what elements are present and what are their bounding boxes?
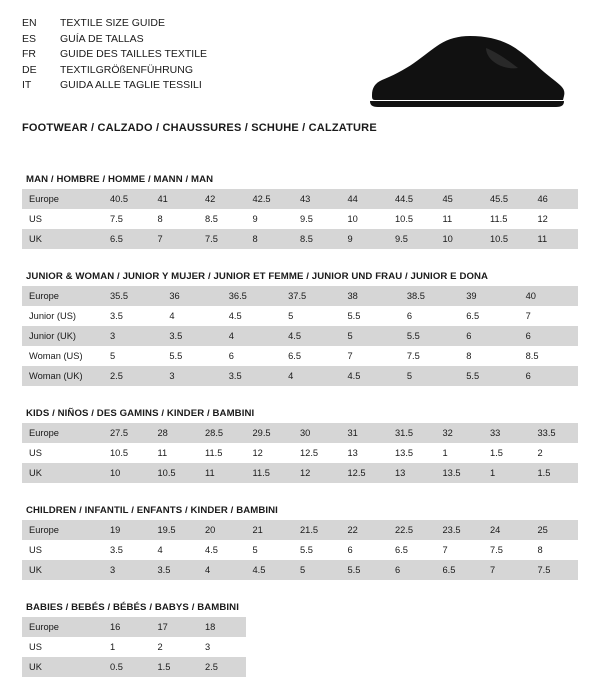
size-cell-empty xyxy=(293,617,341,637)
size-cell: 10.5 xyxy=(388,209,436,229)
size-cell: 13 xyxy=(341,443,389,463)
size-cell: 19 xyxy=(103,520,151,540)
size-cell: 11 xyxy=(531,229,579,249)
size-cell: 5 xyxy=(103,346,162,366)
size-cell: 6 xyxy=(459,326,518,346)
size-cell: 44 xyxy=(341,189,389,209)
table-row xyxy=(22,540,578,560)
size-cell: 6 xyxy=(222,346,281,366)
table-row xyxy=(22,209,578,229)
size-table xyxy=(22,286,578,386)
size-cell: 5.5 xyxy=(162,346,221,366)
size-cell: 37.5 xyxy=(281,286,340,306)
size-cell: 3 xyxy=(103,326,162,346)
group-heading: CHILDREN / INFANTIL / ENFANTS / KINDER / BAMBINI xyxy=(26,505,278,516)
size-cell-empty xyxy=(341,617,389,637)
size-cell: 21 xyxy=(246,520,294,540)
size-cell: 40 xyxy=(519,286,578,306)
row-label: US xyxy=(22,209,103,229)
row-label: UK xyxy=(22,560,103,580)
size-cell: 2.5 xyxy=(198,657,246,677)
size-cell: 31 xyxy=(341,423,389,443)
size-cell: 11 xyxy=(198,463,246,483)
group-heading: JUNIOR & WOMAN / JUNIOR Y MUJER / JUNIOR ET FEMME / JUNIOR UND FRAU / JUNIOR E DONA xyxy=(26,271,489,282)
language-title: TEXTILGRÖßENFÜHRUNG xyxy=(60,63,194,76)
row-label: Europe xyxy=(22,520,103,540)
language-row xyxy=(22,63,207,79)
size-cell: 45 xyxy=(436,189,484,209)
size-cell: 22 xyxy=(341,520,389,540)
size-cell: 3.5 xyxy=(222,366,281,386)
row-label: US xyxy=(22,443,103,463)
size-cell: 4 xyxy=(198,560,246,580)
language-row xyxy=(22,47,207,63)
table-row xyxy=(22,189,578,209)
size-cell: 36.5 xyxy=(222,286,281,306)
size-cell: 12 xyxy=(531,209,579,229)
size-cell: 28.5 xyxy=(198,423,246,443)
size-cell-empty xyxy=(531,637,579,657)
size-cell: 6.5 xyxy=(459,306,518,326)
language-row xyxy=(22,16,207,32)
size-cell: 4.5 xyxy=(341,366,400,386)
table-row xyxy=(22,637,578,657)
size-cell: 5 xyxy=(341,326,400,346)
size-cell: 4.5 xyxy=(246,560,294,580)
size-cell-empty xyxy=(293,637,341,657)
row-label: Woman (UK) xyxy=(22,366,103,386)
group-heading: BABIES / BEBÉS / BÉBÉS / BABYS / BAMBINI xyxy=(26,602,239,613)
size-cell: 6 xyxy=(400,306,459,326)
size-cell: 1 xyxy=(436,443,484,463)
size-cell: 33.5 xyxy=(531,423,579,443)
size-cell: 11.5 xyxy=(246,463,294,483)
row-label: Europe xyxy=(22,423,103,443)
size-cell: 16 xyxy=(103,617,151,637)
size-cell: 10 xyxy=(436,229,484,249)
group-heading: MAN / HOMBRE / HOMME / MANN / MAN xyxy=(26,174,214,185)
size-cell: 7.5 xyxy=(198,229,246,249)
size-cell: 23.5 xyxy=(436,520,484,540)
size-cell-empty xyxy=(483,637,531,657)
size-cell: 8 xyxy=(151,209,199,229)
row-label: UK xyxy=(22,657,103,677)
category-title: FOOTWEAR / CALZADO / CHAUSSURES / SCHUHE / CALZATURE xyxy=(22,122,377,134)
size-cell: 8 xyxy=(246,229,294,249)
language-title: GUÍA DE TALLAS xyxy=(60,32,144,45)
size-cell: 2 xyxy=(151,637,199,657)
language-row xyxy=(22,78,207,94)
size-cell-empty xyxy=(531,657,579,677)
size-cell: 20 xyxy=(198,520,246,540)
table-row xyxy=(22,520,578,540)
size-cell-empty xyxy=(341,657,389,677)
size-cell: 10.5 xyxy=(103,443,151,463)
size-cell: 1 xyxy=(103,637,151,657)
size-cell: 13.5 xyxy=(388,443,436,463)
size-cell: 6.5 xyxy=(103,229,151,249)
size-cell: 6 xyxy=(519,366,578,386)
table-row xyxy=(22,306,578,326)
dress-shoe-icon xyxy=(366,34,566,112)
size-cell: 19.5 xyxy=(151,520,199,540)
row-label: US xyxy=(22,637,103,657)
size-cell: 7 xyxy=(483,560,531,580)
size-cell: 10 xyxy=(103,463,151,483)
size-cell: 12.5 xyxy=(293,443,341,463)
size-cell: 42.5 xyxy=(246,189,294,209)
size-cell: 4.5 xyxy=(198,540,246,560)
size-cell: 12 xyxy=(246,443,294,463)
row-label: Europe xyxy=(22,617,103,637)
table-row xyxy=(22,657,578,677)
size-cell: 24 xyxy=(483,520,531,540)
size-cell: 29.5 xyxy=(246,423,294,443)
size-cell: 35.5 xyxy=(103,286,162,306)
table-row xyxy=(22,366,578,386)
size-cell: 42 xyxy=(198,189,246,209)
size-cell: 5 xyxy=(281,306,340,326)
table-row xyxy=(22,617,578,637)
language-code: DE xyxy=(22,63,37,76)
size-cell-empty xyxy=(531,617,579,637)
size-cell: 9.5 xyxy=(293,209,341,229)
language-row xyxy=(22,32,207,48)
size-cell: 11.5 xyxy=(483,209,531,229)
size-cell: 13 xyxy=(388,463,436,483)
table-row xyxy=(22,443,578,463)
size-cell: 28 xyxy=(151,423,199,443)
size-cell: 5 xyxy=(293,560,341,580)
size-cell: 5 xyxy=(400,366,459,386)
size-cell: 3.5 xyxy=(162,326,221,346)
size-cell: 6.5 xyxy=(281,346,340,366)
size-cell: 4.5 xyxy=(281,326,340,346)
size-cell-empty xyxy=(388,637,436,657)
size-group-man xyxy=(22,174,578,249)
size-cell: 9 xyxy=(246,209,294,229)
table-row xyxy=(22,229,578,249)
language-code: IT xyxy=(22,79,32,92)
table-row xyxy=(22,560,578,580)
size-cell: 3.5 xyxy=(151,560,199,580)
row-label: Europe xyxy=(22,189,103,209)
size-group-junior-woman xyxy=(22,271,578,386)
size-cell: 1.5 xyxy=(483,443,531,463)
size-cell: 6.5 xyxy=(388,540,436,560)
size-cell: 11 xyxy=(436,209,484,229)
language-title: GUIDA ALLE TAGLIE TESSILI xyxy=(60,79,202,92)
size-cell: 12 xyxy=(293,463,341,483)
size-cell: 3 xyxy=(103,560,151,580)
document-header xyxy=(22,16,578,108)
language-code: ES xyxy=(22,32,37,45)
size-table xyxy=(22,617,578,677)
size-cell: 46 xyxy=(531,189,579,209)
size-cell: 1.5 xyxy=(151,657,199,677)
size-cell: 4 xyxy=(151,540,199,560)
row-label: Woman (US) xyxy=(22,346,103,366)
size-cell: 25 xyxy=(531,520,579,540)
size-cell: 27.5 xyxy=(103,423,151,443)
size-cell: 3 xyxy=(162,366,221,386)
size-cell-empty xyxy=(246,657,294,677)
size-cell: 6 xyxy=(519,326,578,346)
size-cell: 31.5 xyxy=(388,423,436,443)
size-cell: 8.5 xyxy=(198,209,246,229)
size-cell: 7 xyxy=(151,229,199,249)
group-heading: KIDS / NIÑOS / DES GAMINS / KINDER / BAMBINI xyxy=(26,408,255,419)
size-cell: 21.5 xyxy=(293,520,341,540)
size-cell: 7.5 xyxy=(400,346,459,366)
size-cell: 1.5 xyxy=(531,463,579,483)
table-row xyxy=(22,423,578,443)
language-title-list xyxy=(22,16,207,94)
size-cell-empty xyxy=(388,657,436,677)
size-cell: 13.5 xyxy=(436,463,484,483)
size-group-children xyxy=(22,505,578,580)
size-table xyxy=(22,423,578,483)
size-cell: 9.5 xyxy=(388,229,436,249)
size-cell: 7.5 xyxy=(483,540,531,560)
size-cell: 7.5 xyxy=(531,560,579,580)
row-label: UK xyxy=(22,463,103,483)
size-group-kids xyxy=(22,408,578,483)
size-cell-empty xyxy=(483,617,531,637)
row-label: US xyxy=(22,540,103,560)
size-cell: 7.5 xyxy=(103,209,151,229)
size-cell: 10.5 xyxy=(483,229,531,249)
size-cell: 18 xyxy=(198,617,246,637)
size-cell: 8.5 xyxy=(519,346,578,366)
size-cell: 1 xyxy=(483,463,531,483)
size-cell: 43 xyxy=(293,189,341,209)
size-cell: 5.5 xyxy=(400,326,459,346)
size-cell-empty xyxy=(246,617,294,637)
size-cell: 39 xyxy=(459,286,518,306)
row-label: Europe xyxy=(22,286,103,306)
size-cell: 41 xyxy=(151,189,199,209)
size-cell: 7 xyxy=(436,540,484,560)
size-cell: 10 xyxy=(341,209,389,229)
size-cell-empty xyxy=(388,617,436,637)
language-title: TEXTILE SIZE GUIDE xyxy=(60,17,166,29)
size-table xyxy=(22,520,578,580)
size-cell: 11.5 xyxy=(198,443,246,463)
size-cell: 44.5 xyxy=(388,189,436,209)
size-cell: 6 xyxy=(341,540,389,560)
size-cell: 11 xyxy=(151,443,199,463)
size-cell-empty xyxy=(436,617,484,637)
size-cell: 4 xyxy=(222,326,281,346)
size-cell: 0.5 xyxy=(103,657,151,677)
row-label: Junior (US) xyxy=(22,306,103,326)
size-cell: 38 xyxy=(341,286,400,306)
size-cell: 3.5 xyxy=(103,540,151,560)
size-cell: 3 xyxy=(198,637,246,657)
size-cell: 8 xyxy=(531,540,579,560)
size-cell: 3.5 xyxy=(103,306,162,326)
size-cell: 10.5 xyxy=(151,463,199,483)
size-cell: 2 xyxy=(531,443,579,463)
size-cell: 5 xyxy=(246,540,294,560)
table-row xyxy=(22,286,578,306)
language-code: EN xyxy=(22,17,37,29)
size-cell: 4 xyxy=(162,306,221,326)
size-cell: 45.5 xyxy=(483,189,531,209)
size-cell: 6.5 xyxy=(436,560,484,580)
size-cell: 5.5 xyxy=(459,366,518,386)
size-cell: 6 xyxy=(388,560,436,580)
size-cell: 4.5 xyxy=(222,306,281,326)
size-cell: 17 xyxy=(151,617,199,637)
size-cell: 2.5 xyxy=(103,366,162,386)
size-cell: 5.5 xyxy=(293,540,341,560)
row-label: UK xyxy=(22,229,103,249)
size-cell: 5.5 xyxy=(341,306,400,326)
size-cell: 38.5 xyxy=(400,286,459,306)
size-cell: 8.5 xyxy=(293,229,341,249)
size-cell: 5.5 xyxy=(341,560,389,580)
table-row xyxy=(22,346,578,366)
size-cell: 36 xyxy=(162,286,221,306)
size-cell: 4 xyxy=(281,366,340,386)
size-cell-empty xyxy=(436,637,484,657)
size-cell: 7 xyxy=(519,306,578,326)
table-row xyxy=(22,463,578,483)
size-cell: 32 xyxy=(436,423,484,443)
row-label: Junior (UK) xyxy=(22,326,103,346)
size-cell-empty xyxy=(483,657,531,677)
language-title: GUIDE DES TAILLES TEXTILE xyxy=(60,48,208,61)
size-cell: 40.5 xyxy=(103,189,151,209)
size-cell-empty xyxy=(293,657,341,677)
language-code: FR xyxy=(22,48,36,61)
size-table xyxy=(22,189,578,249)
size-cell-empty xyxy=(436,657,484,677)
size-cell: 30 xyxy=(293,423,341,443)
size-cell: 33 xyxy=(483,423,531,443)
table-row xyxy=(22,326,578,346)
size-cell: 12.5 xyxy=(341,463,389,483)
size-cell: 22.5 xyxy=(388,520,436,540)
size-cell-empty xyxy=(341,637,389,657)
size-cell: 7 xyxy=(341,346,400,366)
size-cell: 8 xyxy=(459,346,518,366)
size-group-babies xyxy=(22,602,578,677)
size-cell: 9 xyxy=(341,229,389,249)
size-cell-empty xyxy=(246,637,294,657)
